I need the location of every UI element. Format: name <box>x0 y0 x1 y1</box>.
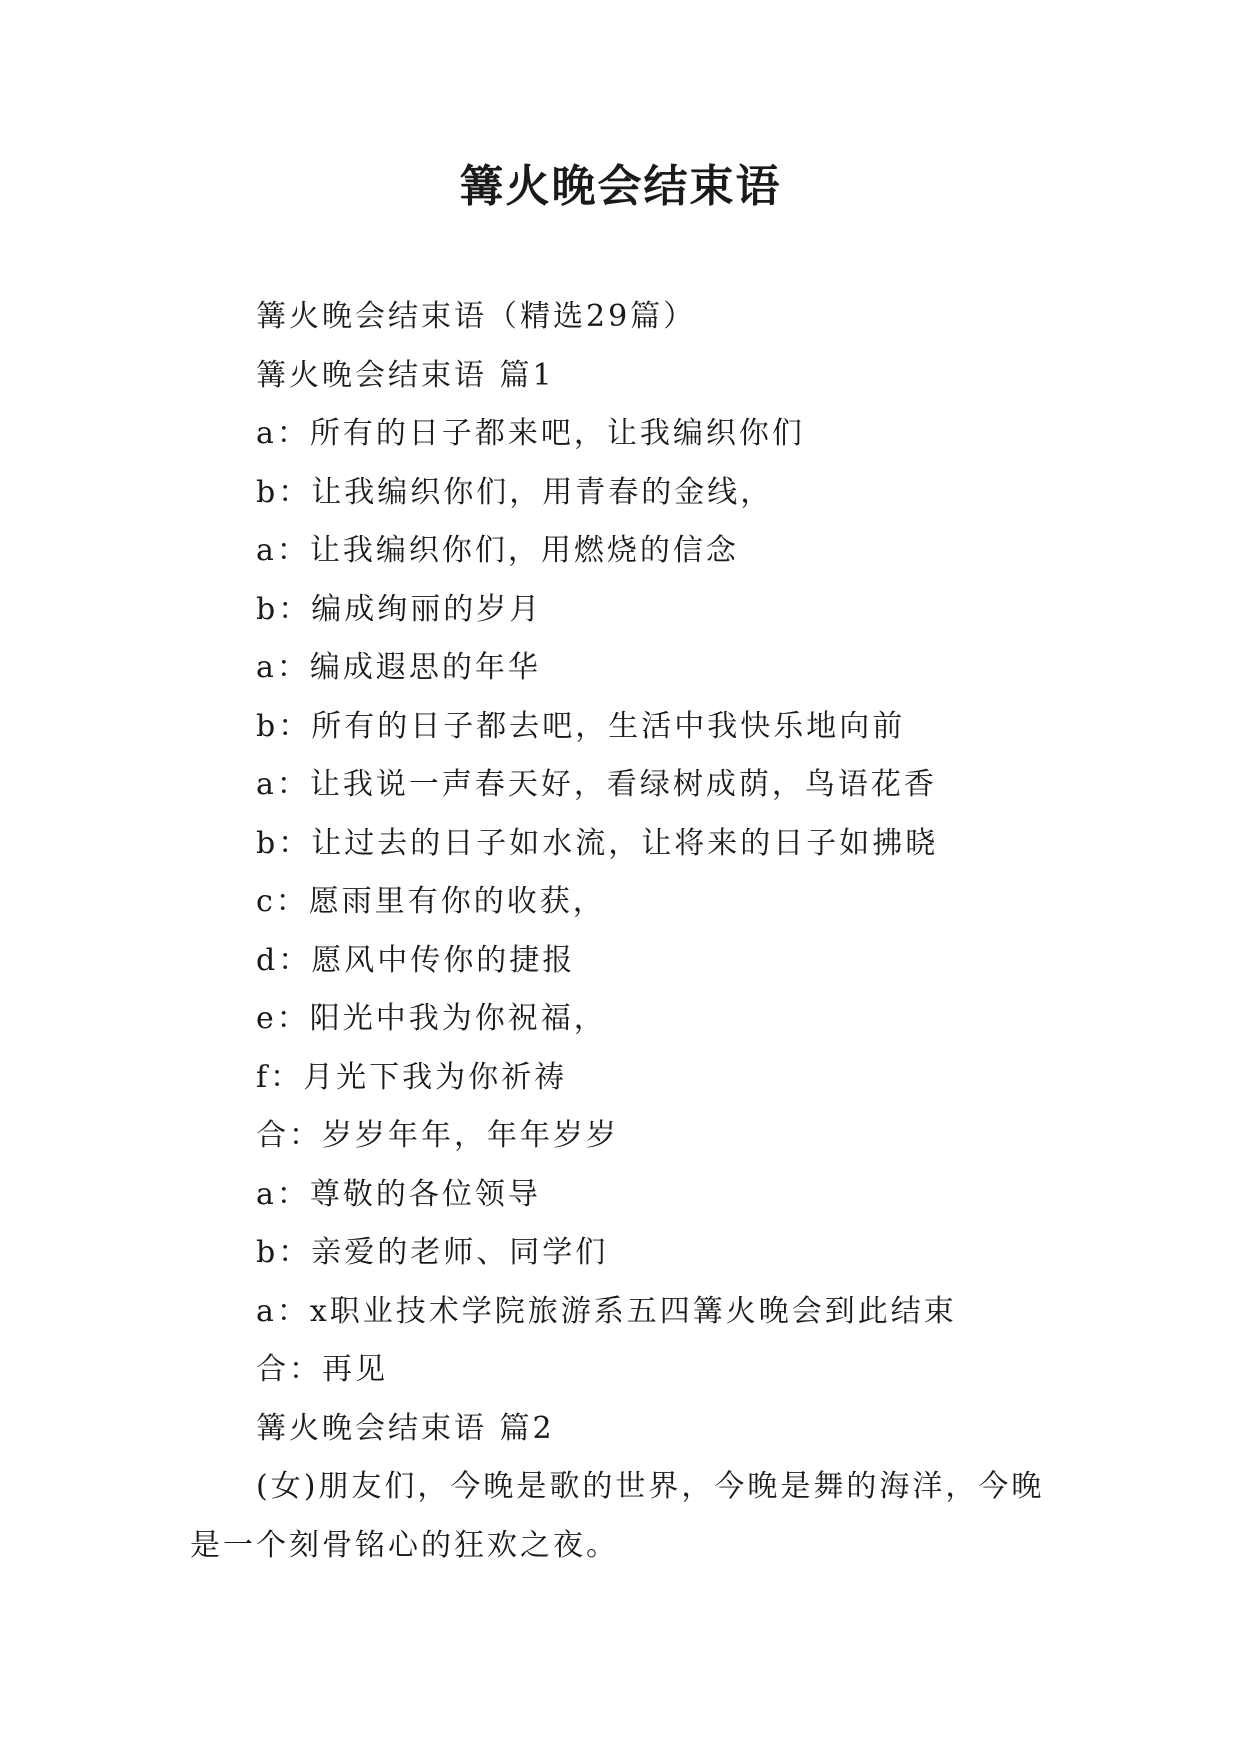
dialogue-line: a：编成遐思的年华 <box>256 650 541 685</box>
dialogue-line: b：亲爱的老师、同学们 <box>256 1235 609 1270</box>
dialogue-line: b：让过去的日子如水流，让将来的日子如拂晓 <box>256 825 939 861</box>
dialogue-line: a：让我说一声春天好，看绿树成荫，鸟语花香 <box>256 767 937 802</box>
body-paragraph: (女)朋友们，今晚是歌的世界，今晚是舞的海洋，今晚是一个刻骨铭心的狂欢之夜。 <box>190 1469 1045 1563</box>
dialogue-line: b：编成绚丽的岁月 <box>256 591 543 627</box>
dialogue-line: d：愿风中传你的捷报 <box>256 942 576 978</box>
dialogue-line: e：阳光中我为你祝福， <box>256 1001 607 1036</box>
document-body <box>190 288 1070 1575</box>
dialogue-line: a：所有的日子都来吧，让我编织你们 <box>256 416 805 451</box>
dialogue-line: b：让我编织你们，用青春的金线， <box>256 474 774 510</box>
dialogue-line: f：月光下我为你祈祷 <box>256 1059 568 1095</box>
dialogue-line: b：所有的日子都去吧，生活中我快乐地向前 <box>256 708 906 744</box>
page-title: 篝火晚会结束语 <box>459 161 782 212</box>
section-heading: 篝火晚会结束语 篇1 <box>256 357 555 393</box>
subtitle-line: 篝火晚会结束语（精选29篇） <box>256 299 697 334</box>
dialogue-line: a：x职业技术学院旅游系五四篝火晚会到此结束 <box>256 1293 957 1329</box>
dialogue-line: 合：再见 <box>256 1352 388 1387</box>
dialogue-line: a：让我编织你们，用燃烧的信念 <box>256 533 739 568</box>
dialogue-line: a：尊敬的各位领导 <box>256 1176 541 1212</box>
section-heading: 篝火晚会结束语 篇2 <box>256 1410 555 1446</box>
dialogue-line: c：愿雨里有你的收获， <box>256 884 606 919</box>
dialogue-line: 合：岁岁年年，年年岁岁 <box>256 1118 619 1153</box>
